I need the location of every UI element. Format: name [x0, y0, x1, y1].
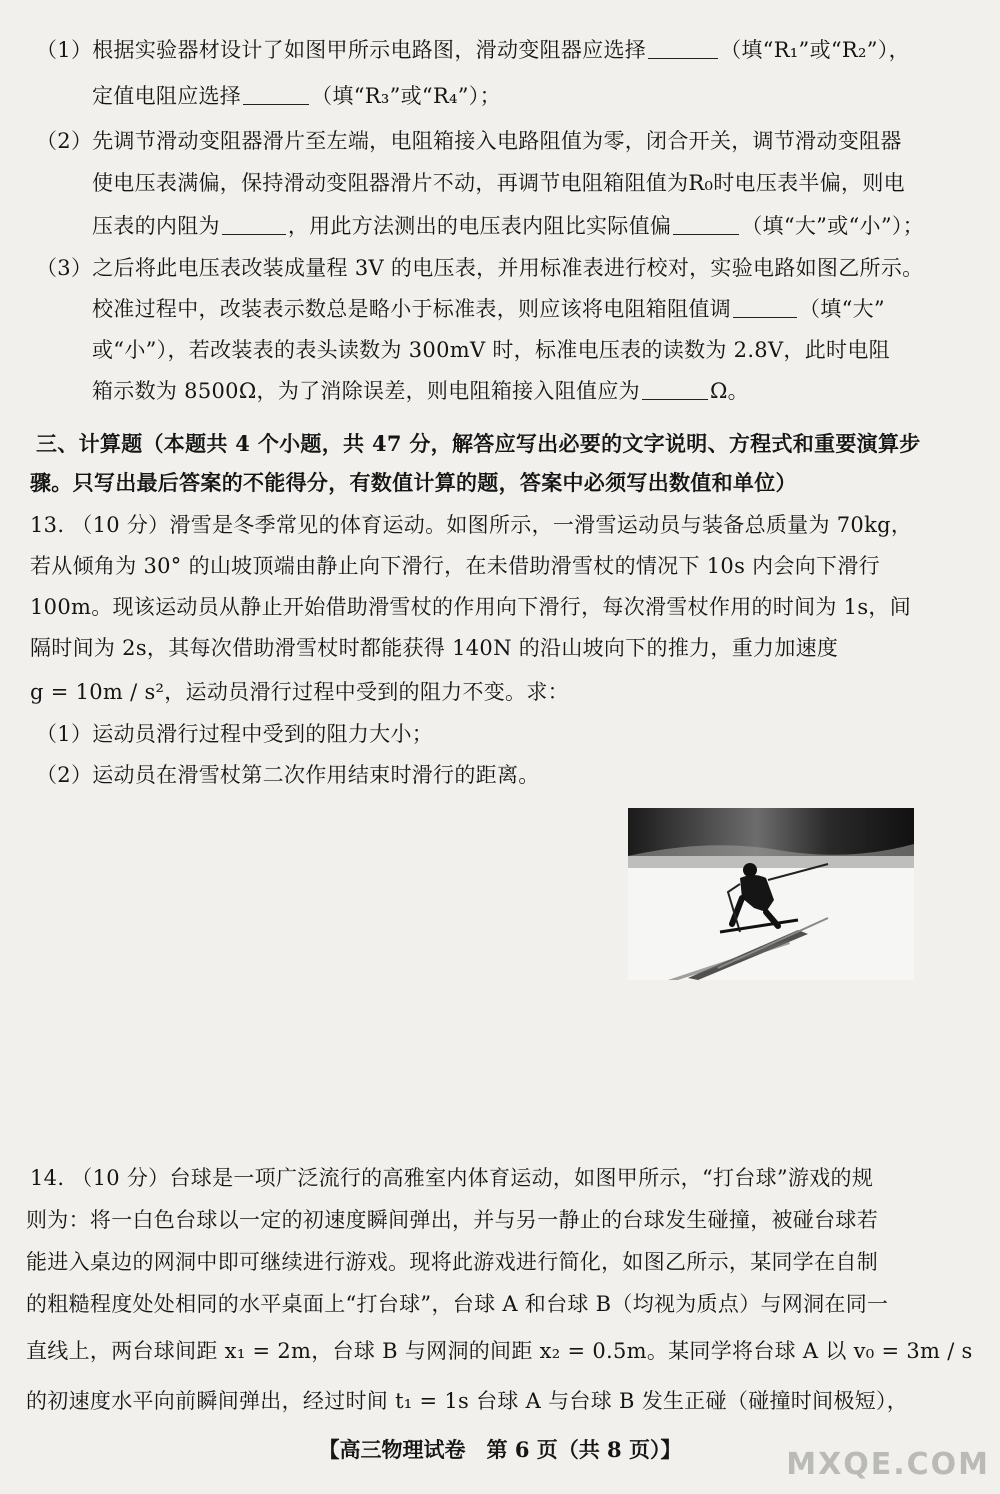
answer-blank[interactable] [648, 36, 718, 59]
page-footer: 【高三物理试卷 第 6 页（共 8 页）】 [318, 1437, 682, 1462]
skier-illustration [628, 808, 914, 980]
q13-subquestion-1: （1）运动员滑行过程中受到的阻力大小； [36, 722, 434, 746]
q14-line1: 14. （10 分）台球是一项广泛流行的高雅室内体育运动，如图甲所示，“打台球”游戏的规 [30, 1166, 874, 1190]
answer-blank[interactable] [222, 212, 286, 235]
q14-line4: 的粗糙程度处处相同的水平桌面上“打台球”，台球 A 和台球 B（均视为质点）与网洞在同一 [26, 1292, 889, 1316]
answer-blank[interactable] [642, 377, 708, 400]
q13-subquestion-2: （2）运动员在滑雪杖第二次作用结束时滑行的距离。 [36, 763, 540, 787]
q14-line5: 直线上，两台球间距 x₁ = 2m，台球 B 与网洞的间距 x₂ = 0.5m。某同学将台球 A 以 v₀ = 3m / s [26, 1339, 973, 1363]
q14-line6: 的初速度水平向前瞬间弹出，经过时间 t₁ = 1s 台球 A 与台球 B 发生正碰（碰撞时间极短）， [26, 1389, 909, 1413]
q12-part1-line1: （1）根据实验器材设计了如图甲所示电路图，滑动变阻器应选择 （填“R₁”或“R₂”）， [36, 38, 910, 62]
q13-line3: 100m。现该运动员从静止开始借助滑雪杖的作用向下滑行，每次滑雪杖作用的时间为 1s，间 [30, 595, 912, 619]
answer-blank[interactable] [673, 212, 739, 235]
skier-photo [628, 808, 914, 980]
q14-line3: 能进入桌边的网洞中即可继续进行游戏。现将此游戏进行简化，如图乙所示，某同学在自制 [26, 1250, 878, 1274]
q14-line2: 则为：将一白色台球以一定的初速度瞬间弹出，并与另一静止的台球发生碰撞，被碰台球若 [26, 1208, 878, 1232]
answer-blank[interactable] [243, 82, 309, 105]
q12-part3-line2: 校准过程中，改装表示数总是略小于标准表，则应该将电阻箱阻值调 （填“大” [92, 297, 885, 321]
q13-line4: 隔时间为 2s，其每次借助滑雪杖时都能获得 140N 的沿山坡向下的推力，重力加速度 [30, 636, 839, 660]
q12-part3-line4: 箱示数为 8500Ω，为了消除误差，则电阻箱接入阻值应为 Ω。 [92, 379, 749, 403]
q12-part3-line1: （3）之后将此电压表改装成量程 3V 的电压表，并用标准表进行校对，实验电路如图乙所示。 [36, 256, 924, 280]
section-heading-line1: 三、计算题（本题共 4 个小题，共 47 分，解答应写出必要的文字说明、方程式和重要演算步 [36, 431, 921, 456]
q13-line1: 13. （10 分）滑雪是冬季常见的体育运动。如图所示，一滑雪运动员与装备总质量为 70kg， [30, 513, 913, 537]
q12-part1-line2: 定值电阻应选择 （填“R₃”或“R₄”）； [92, 84, 501, 108]
answer-blank[interactable] [733, 295, 797, 318]
q13-line5: g = 10m / s²，运动员滑行过程中受到的阻力不变。求： [30, 680, 569, 704]
q13-line2: 若从倾角为 30° 的山坡顶端由静止向下滑行，在未借助滑雪杖的情况下 10s 内会向下滑行 [30, 554, 880, 578]
q12-part2-line2: 使电压表满偏，保持滑动变阻器滑片不动，再调节电阻箱阻值为R₀时电压表半偏，则电 [92, 171, 905, 195]
section-heading-line2: 骤。只写出最后答案的不能得分，有数值计算的题，答案中必须写出数值和单位） [30, 470, 797, 495]
q12-part2-line1: （2）先调节滑动变阻器滑片至左端，电阻箱接入电路阻值为零，闭合开关，调节滑动变阻器 [36, 129, 902, 153]
q12-part3-line3: 或“小”），若改装表的表头读数为 300mV 时，标准电压表的读数为 2.8V，此时电阻 [92, 338, 890, 362]
site-watermark: MXQE.COM [786, 1447, 990, 1482]
q12-part2-line3: 压表的内阻为 ，用此方法测出的电压表内阻比实际值偏 （填“大”或“小”）； [92, 214, 924, 238]
